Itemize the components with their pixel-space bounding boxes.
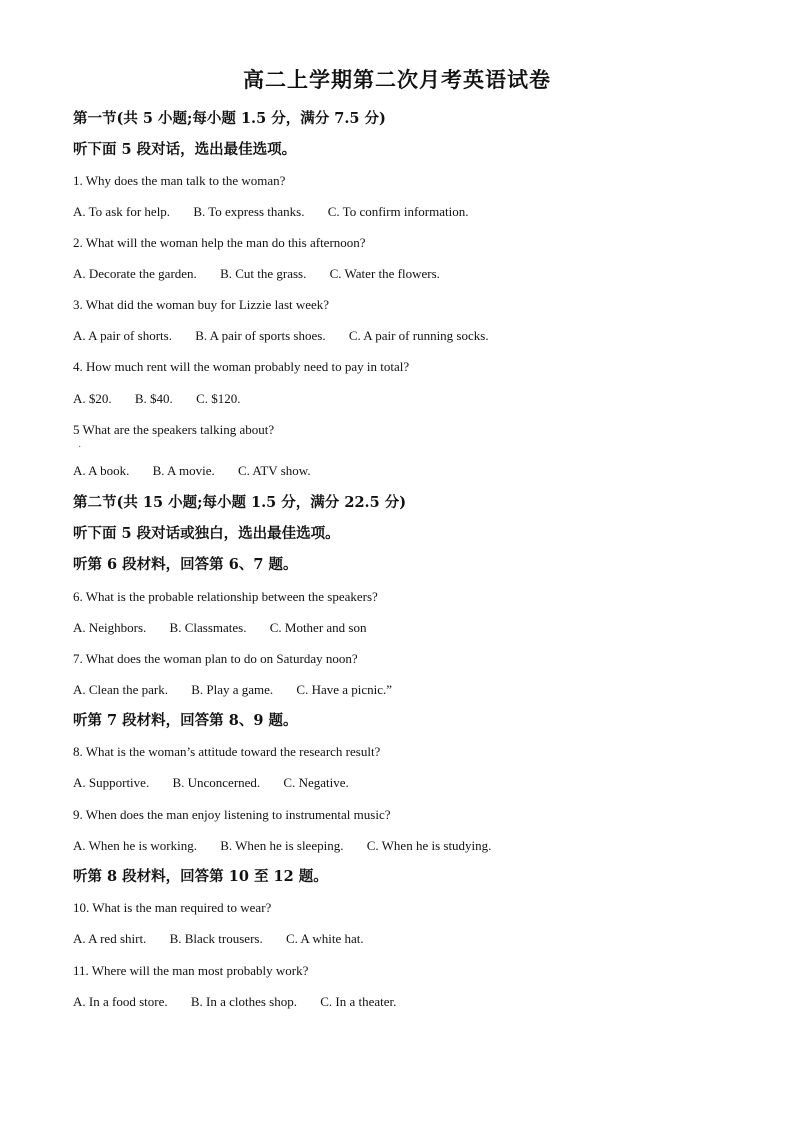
question-1-options	[73, 203, 468, 221]
option-a: A. Clean the park.	[73, 682, 168, 697]
option-a: A. A red shirt.	[73, 931, 147, 946]
question-2-options	[73, 265, 440, 283]
question-1: 1. Why does the man talk to the woman?	[73, 173, 286, 188]
question-6: 6. What is the probable relationship between the speakers?	[73, 589, 378, 604]
option-c: C. Have a picnic.”	[296, 682, 393, 697]
option-a: A. A pair of shorts.	[73, 328, 172, 343]
question-10-options	[73, 930, 364, 948]
option-c: C. ATV show.	[237, 463, 311, 478]
option-a: A. Neighbors.	[73, 620, 147, 635]
option-b: B. $40.	[134, 391, 173, 406]
option-c: C. A pair of running socks.	[348, 328, 489, 343]
option-b: B. When he is sleeping.	[220, 838, 344, 853]
option-b: B. In a clothes shop.	[190, 994, 297, 1009]
option-c: C. Mother and son	[269, 620, 367, 635]
question-7: 7. What does the woman plan to do on Saturday noon?	[73, 651, 358, 666]
option-b: B. A movie.	[152, 463, 215, 478]
question-9-options	[73, 837, 491, 855]
question-3-options	[73, 327, 489, 345]
option-a: A. Decorate the garden.	[73, 266, 197, 281]
option-b: B. A pair of sports shoes.	[195, 328, 326, 343]
option-b: B. To express thanks.	[193, 204, 305, 219]
question-5: 5 What are the speakers talking about?	[73, 422, 275, 437]
question-2: 2. What will the woman help the man do this afternoon?	[73, 235, 366, 250]
option-c: C. Water the flowers.	[329, 266, 440, 281]
option-c: C. $120.	[196, 391, 241, 406]
option-a: A. In a food store.	[73, 994, 168, 1009]
group-label: 听第 6 段材料，回答第 6、7 题。	[73, 556, 298, 573]
option-c: C. When he is studying.	[366, 838, 492, 853]
option-b: B. Unconcerned.	[172, 775, 261, 790]
option-a: A. When he is working.	[73, 838, 197, 853]
section2-instruction: 听下面 5 段对话或独白，选出最佳选项。	[73, 525, 340, 542]
option-c: C. Negative.	[283, 775, 349, 790]
option-c: C. A white hat.	[285, 931, 364, 946]
section1-heading: 第一节(共 5 小题;每小题 1.5 分，满分 7.5 分)	[73, 110, 386, 127]
question-10: 10. What is the man required to wear?	[73, 900, 272, 915]
question-8: 8. What is the woman’s attitude toward the research result?	[73, 744, 381, 759]
question-4-options	[73, 390, 240, 408]
stray-mark: ·	[78, 442, 82, 453]
group-label: 听第 7 段材料，回答第 8、9 题。	[73, 712, 298, 729]
option-b: B. Cut the grass.	[220, 266, 307, 281]
option-c: C. To confirm information.	[327, 204, 469, 219]
section2-heading: 第二节(共 15 小题;每小题 1.5 分，满分 22.5 分)	[73, 494, 407, 511]
question-3: 3. What did the woman buy for Lizzie last week?	[73, 297, 330, 312]
question-7-options	[73, 681, 392, 699]
option-a: A. Supportive.	[73, 775, 150, 790]
option-b: B. Black trousers.	[169, 931, 263, 946]
page-title: 高二上学期第二次月考英语试卷	[243, 67, 551, 92]
question-11: 11. Where will the man most probably work?	[73, 963, 309, 978]
question-9: 9. When does the man enjoy listening to instrumental music?	[73, 807, 391, 822]
option-c: C. In a theater.	[320, 994, 397, 1009]
option-a: A. A book.	[73, 463, 130, 478]
group-label: 听第 8 段材料，回答第 10 至 12 题。	[73, 868, 328, 885]
option-a: A. To ask for help.	[73, 204, 171, 219]
question-5-options	[73, 462, 311, 480]
option-a: A. $20.	[73, 391, 112, 406]
question-6-options	[73, 619, 367, 637]
question-8-options	[73, 774, 349, 792]
option-b: B. Play a game.	[191, 682, 274, 697]
option-b: B. Classmates.	[169, 620, 247, 635]
section1-instruction: 听下面 5 段对话，选出最佳选项。	[73, 141, 297, 158]
question-4: 4. How much rent will the woman probably need to pay in total?	[73, 359, 410, 374]
question-11-options	[73, 993, 396, 1011]
